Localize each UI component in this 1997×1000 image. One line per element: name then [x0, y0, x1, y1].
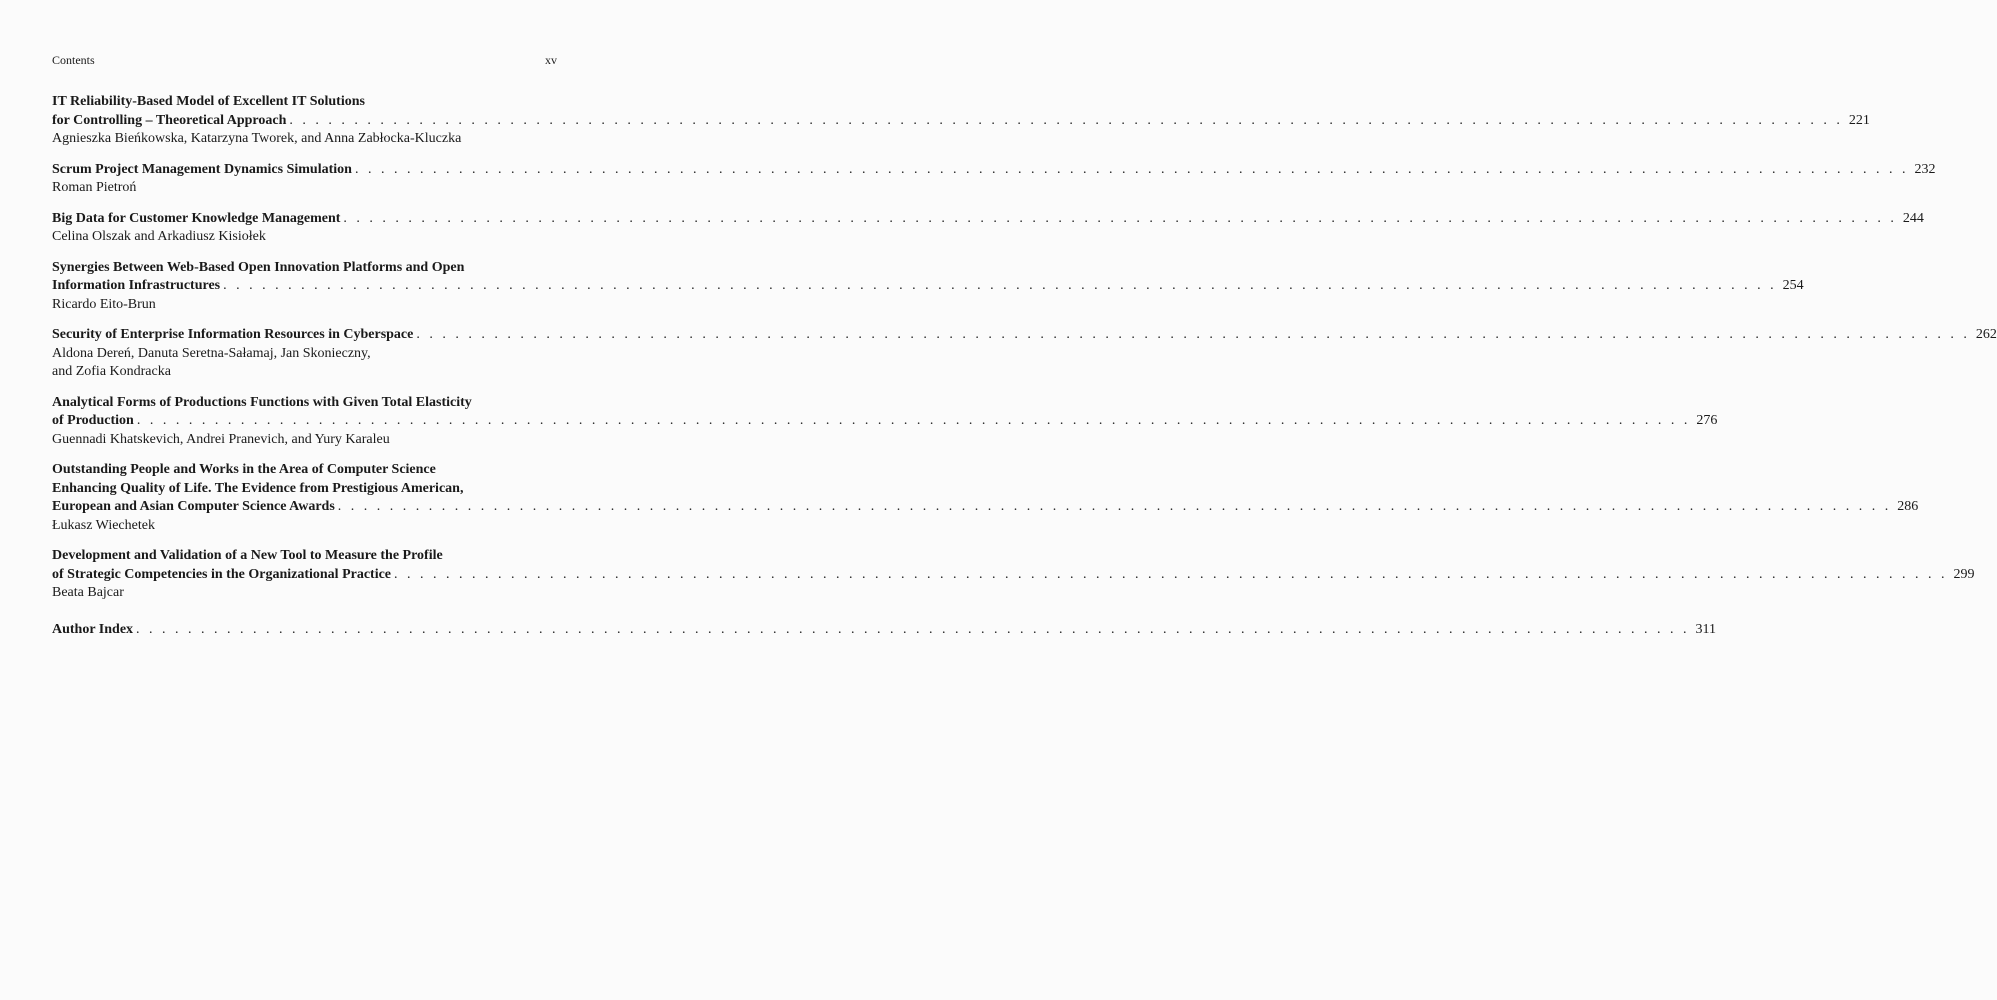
entry-page-number: 286 [1897, 499, 1919, 514]
entry-title-line: of Strategic Competencies in the Organizational Practice [52, 566, 392, 582]
entry-title-line: Analytical Forms of Productions Functions with Given Total Elasticity [52, 394, 472, 410]
dot-leader: . . . . . . . . . . . . . . . . . . . . . . . . . . . . . . . . . . . . . . . . . . . . . . . . . . . . . . . . . . . . . . . . . . . . . . . . . . . . . . . . . . . . . . . . . . . . . . . . . . . . . . . . . . . . . . . . . . . . . . . . [223, 278, 1777, 293]
page-number: xv [545, 53, 557, 67]
toc-entry[interactable] [52, 461, 1919, 535]
toc-entry[interactable] [52, 394, 1718, 450]
toc-entry[interactable] [52, 547, 1975, 603]
entry-title-row [52, 412, 1718, 431]
entry-title-line: Scrum Project Management Dynamics Simulation [52, 161, 352, 177]
running-head-title: Contents [52, 53, 95, 67]
entry-page-number: 254 [1782, 278, 1804, 293]
author-index-entry[interactable] [52, 621, 1717, 640]
entry-title-line: Security of Enterprise Information Resources in Cyberspace [52, 327, 414, 342]
dot-leader: . . . . . . . . . . . . . . . . . . . . . . . . . . . . . . . . . . . . . . . . . . . . . . . . . . . . . . . . . . . . . . . . . . . . . . . . . . . . . . . . . . . . . . . . . . . . . . . . . . . . . . . . . . . . . . . . . . . . . . . . [343, 210, 1897, 226]
dot-leader: . . . . . . . . . . . . . . . . . . . . . . . . . . . . . . . . . . . . . . . . . . . . . . . . . . . . . . . . . . . . . . . . . . . . . . . . . . . . . . . . . . . . . . . . . . . . . . . . . . . . . . . . . . . . . . . . . . . . . . . . [289, 112, 1843, 128]
entry-page-number: 262 [1975, 327, 1997, 342]
entry-title-line: European and Asian Computer Science Awards [52, 499, 335, 514]
entry-title-line: Synergies Between Web-Based Open Innovation Platforms and Open [52, 259, 465, 275]
running-head [52, 53, 557, 68]
dot-leader: . . . . . . . . . . . . . . . . . . . . . . . . . . . . . . . . . . . . . . . . . . . . . . . . . . . . . . . . . . . . . . . . . . . . . . . . . . . . . . . . . . . . . . . . . . . . . . . . . . . . . . . . . . . . . . . . . . . . . . . . [416, 327, 1970, 342]
entry-page-number: 299 [1953, 566, 1975, 582]
toc-entry[interactable] [52, 210, 1924, 247]
entry-authors: Beata Bajcar [52, 585, 124, 600]
entry-authors: and Zofia Kondracka [52, 364, 171, 379]
entry-authors: Agnieszka Bieńkowska, Katarzyna Tworek, and Anna Zabłocka-Kluczka [52, 131, 462, 146]
entry-authors: Celina Olszak and Arkadiusz Kisiołek [52, 229, 266, 244]
entry-page-number: 232 [1914, 161, 1936, 177]
author-index-title: Author Index [52, 621, 134, 637]
entry-page-number: 221 [1848, 112, 1870, 128]
entry-title-row [52, 566, 1975, 585]
entry-authors: Aldona Dereń, Danuta Seretna-Sałamaj, Jan Skonieczny, [52, 345, 371, 361]
dot-leader: . . . . . . . . . . . . . . . . . . . . . . . . . . . . . . . . . . . . . . . . . . . . . . . . . . . . . . . . . . . . . . . . . . . . . . . . . . . . . . . . . . . . . . . . . . . . . . . . . . . . . . . . . . . . . . . . . . . . . . . . [337, 499, 1892, 514]
entry-title-row [52, 210, 1924, 229]
entry-authors: Guennadi Khatskevich, Andrei Pranevich, and Yury Karaleu [52, 431, 390, 447]
entry-authors: Ricardo Eito-Brun [52, 296, 156, 312]
entry-page-number: 244 [1902, 210, 1924, 226]
entry-title-line: Big Data for Customer Knowledge Management [52, 210, 341, 226]
entry-title-row [52, 498, 1919, 517]
entry-page-number: 276 [1696, 413, 1718, 428]
entry-title-row [52, 326, 1997, 345]
entry-title-line: Outstanding People and Works in the Area of Computer Science [52, 462, 436, 477]
dot-leader: . . . . . . . . . . . . . . . . . . . . . . . . . . . . . . . . . . . . . . . . . . . . . . . . . . . . . . . . . . . . . . . . . . . . . . . . . . . . . . . . . . . . . . . . . . . . . . . . . . . . . . . . . . . . . . . . . . . . . . . . [136, 413, 1691, 428]
dot-leader: . . . . . . . . . . . . . . . . . . . . . . . . . . . . . . . . . . . . . . . . . . . . . . . . . . . . . . . . . . . . . . . . . . . . . . . . . . . . . . . . . . . . . . . . . . . . . . . . . . . . . . . . . . . . . . . . . . . . . . . . [354, 161, 1909, 177]
entry-title-line: IT Reliability-Based Model of Excellent IT Solutions [52, 94, 365, 109]
entry-authors: Łukasz Wiechetek [52, 517, 155, 533]
dot-leader: . . . . . . . . . . . . . . . . . . . . . . . . . . . . . . . . . . . . . . . . . . . . . . . . . . . . . . . . . . . . . . . . . . . . . . . . . . . . . . . . . . . . . . . . . . . . . . . . . . . . . . . . . . . . . . . . . . . . . . . . [136, 621, 1690, 637]
entry-title-line: for Controlling – Theoretical Approach [52, 112, 287, 128]
entry-title-line: Enhancing Quality of Life. The Evidence from Prestigious American, [52, 480, 464, 496]
toc-entry[interactable] [52, 161, 1936, 198]
entry-title-line: Information Infrastructures [52, 278, 221, 293]
entry-authors: Roman Pietroń [52, 180, 137, 195]
entry-title-line: of Production [52, 413, 134, 428]
dot-leader: . . . . . . . . . . . . . . . . . . . . . . . . . . . . . . . . . . . . . . . . . . . . . . . . . . . . . . . . . . . . . . . . . . . . . . . . . . . . . . . . . . . . . . . . . . . . . . . . . . . . . . . . . . . . . . . . . . . . . . . . [394, 566, 1948, 582]
entry-title-row [52, 621, 1717, 640]
entry-title-row [52, 112, 1870, 131]
entry-title-row [52, 277, 1804, 296]
toc-entry[interactable] [52, 259, 1804, 315]
toc-entry[interactable] [52, 93, 1870, 149]
entry-title-line: Development and Validation of a New Tool to Measure the Profile [52, 548, 443, 563]
entry-title-row [52, 161, 1936, 180]
toc-entry[interactable] [52, 326, 1997, 382]
author-index-page: 311 [1695, 621, 1717, 637]
table-of-contents [52, 93, 1997, 651]
